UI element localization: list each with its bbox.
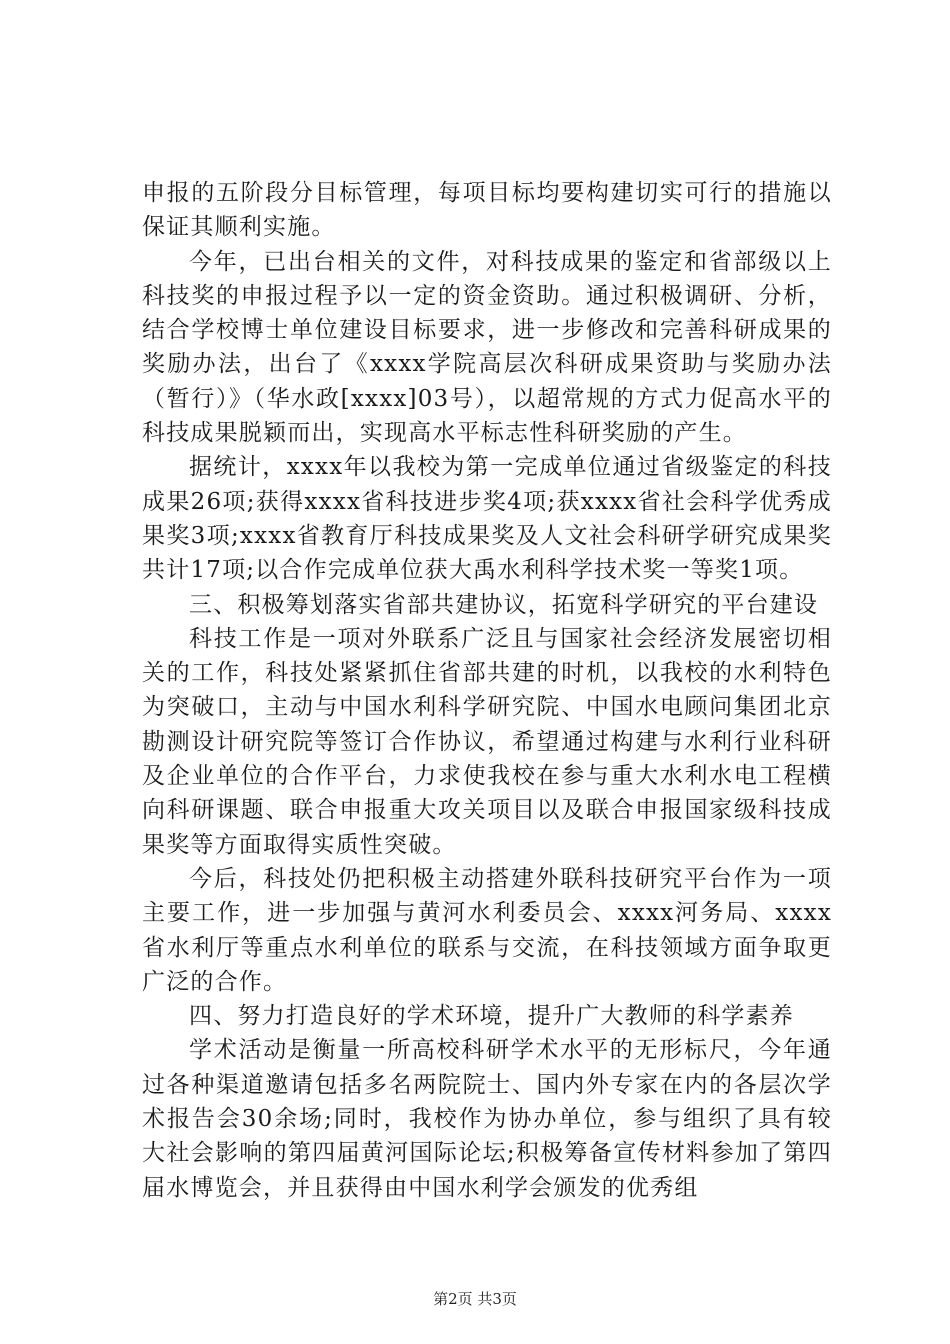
- paragraph: 学术活动是衡量一所高校科研学术水平的无形标尺，今年通过各种渠道邀请包括多名两院院士、国内外专家在内的各层次学术报告会30余场;同时，我校作为协办单位，参与组织了具有较大社会影响的第四届黄河国际论坛;积极筹备宣传材料参加了第四届水博览会，并且获得由中国水利学会颁发的优秀组: [142, 1037, 832, 1201]
- document-body: [142, 176, 832, 1205]
- page-number: 第2页 共3页: [433, 1290, 517, 1308]
- paragraph: 申报的五阶段分目标管理，每项目标均要构建切实可行的措施以保证其顺利实施。: [142, 180, 832, 241]
- paragraph: 科技工作是一项对外联系广泛且与国家社会经济发展密切相关的工作，科技处紧紧抓住省部共建的时机，以我校的水利特色为突破口，主动与中国水利科学研究院、中国水电顾问集团北京勘测设计研究院等签订合作协议，希望通过构建与水利行业科研及企业单位的合作平台，力求使我校在参与重大水利水电工程横向科研课题、联合申报重大攻关项目以及联合申报国家级科技成果奖等方面取得实质性突破。: [142, 625, 832, 858]
- paragraph: 据统计，xxxx年以我校为第一完成单位通过省级鉴定的科技成果26项;获得xxxx省科技进步奖4项;获xxxx省社会科学优秀成果奖3项;xxxx省教育厅科技成果奖及人文社会科研学研究成果奖共计17项;以合作完成单位获大禹水利科学技术奖一等奖1项。: [142, 454, 832, 584]
- paragraph: 今后，科技处仍把积极主动搭建外联科技研究平台作为一项主要工作，进一步加强与黄河水利委员会、xxxx河务局、xxxx省水利厅等重点水利单位的联系与交流，在科技领域方面争取更广泛的合作。: [142, 865, 832, 995]
- paragraph: 今年，已出台相关的文件，对科技成果的鉴定和省部级以上科技奖的申报过程予以一定的资金资助。通过积极调研、分析，结合学校博士单位建设目标要求，进一步修改和完善科研成果的奖励办法，出台了《xxxx学院高层次科研成果资助与奖励办法（暂行）》（华水政[xxxx]03号），以超常规的方式力促高水平的科技成果脱颖而出，实现高水平标志性科研奖励的产生。: [142, 248, 832, 447]
- section-heading: 三、积极筹划落实省部共建协议，拓宽科学研究的平台建设: [189, 591, 819, 618]
- section-heading: 四、努力打造良好的学术环境，提升广大教师的科学素养: [189, 1003, 794, 1030]
